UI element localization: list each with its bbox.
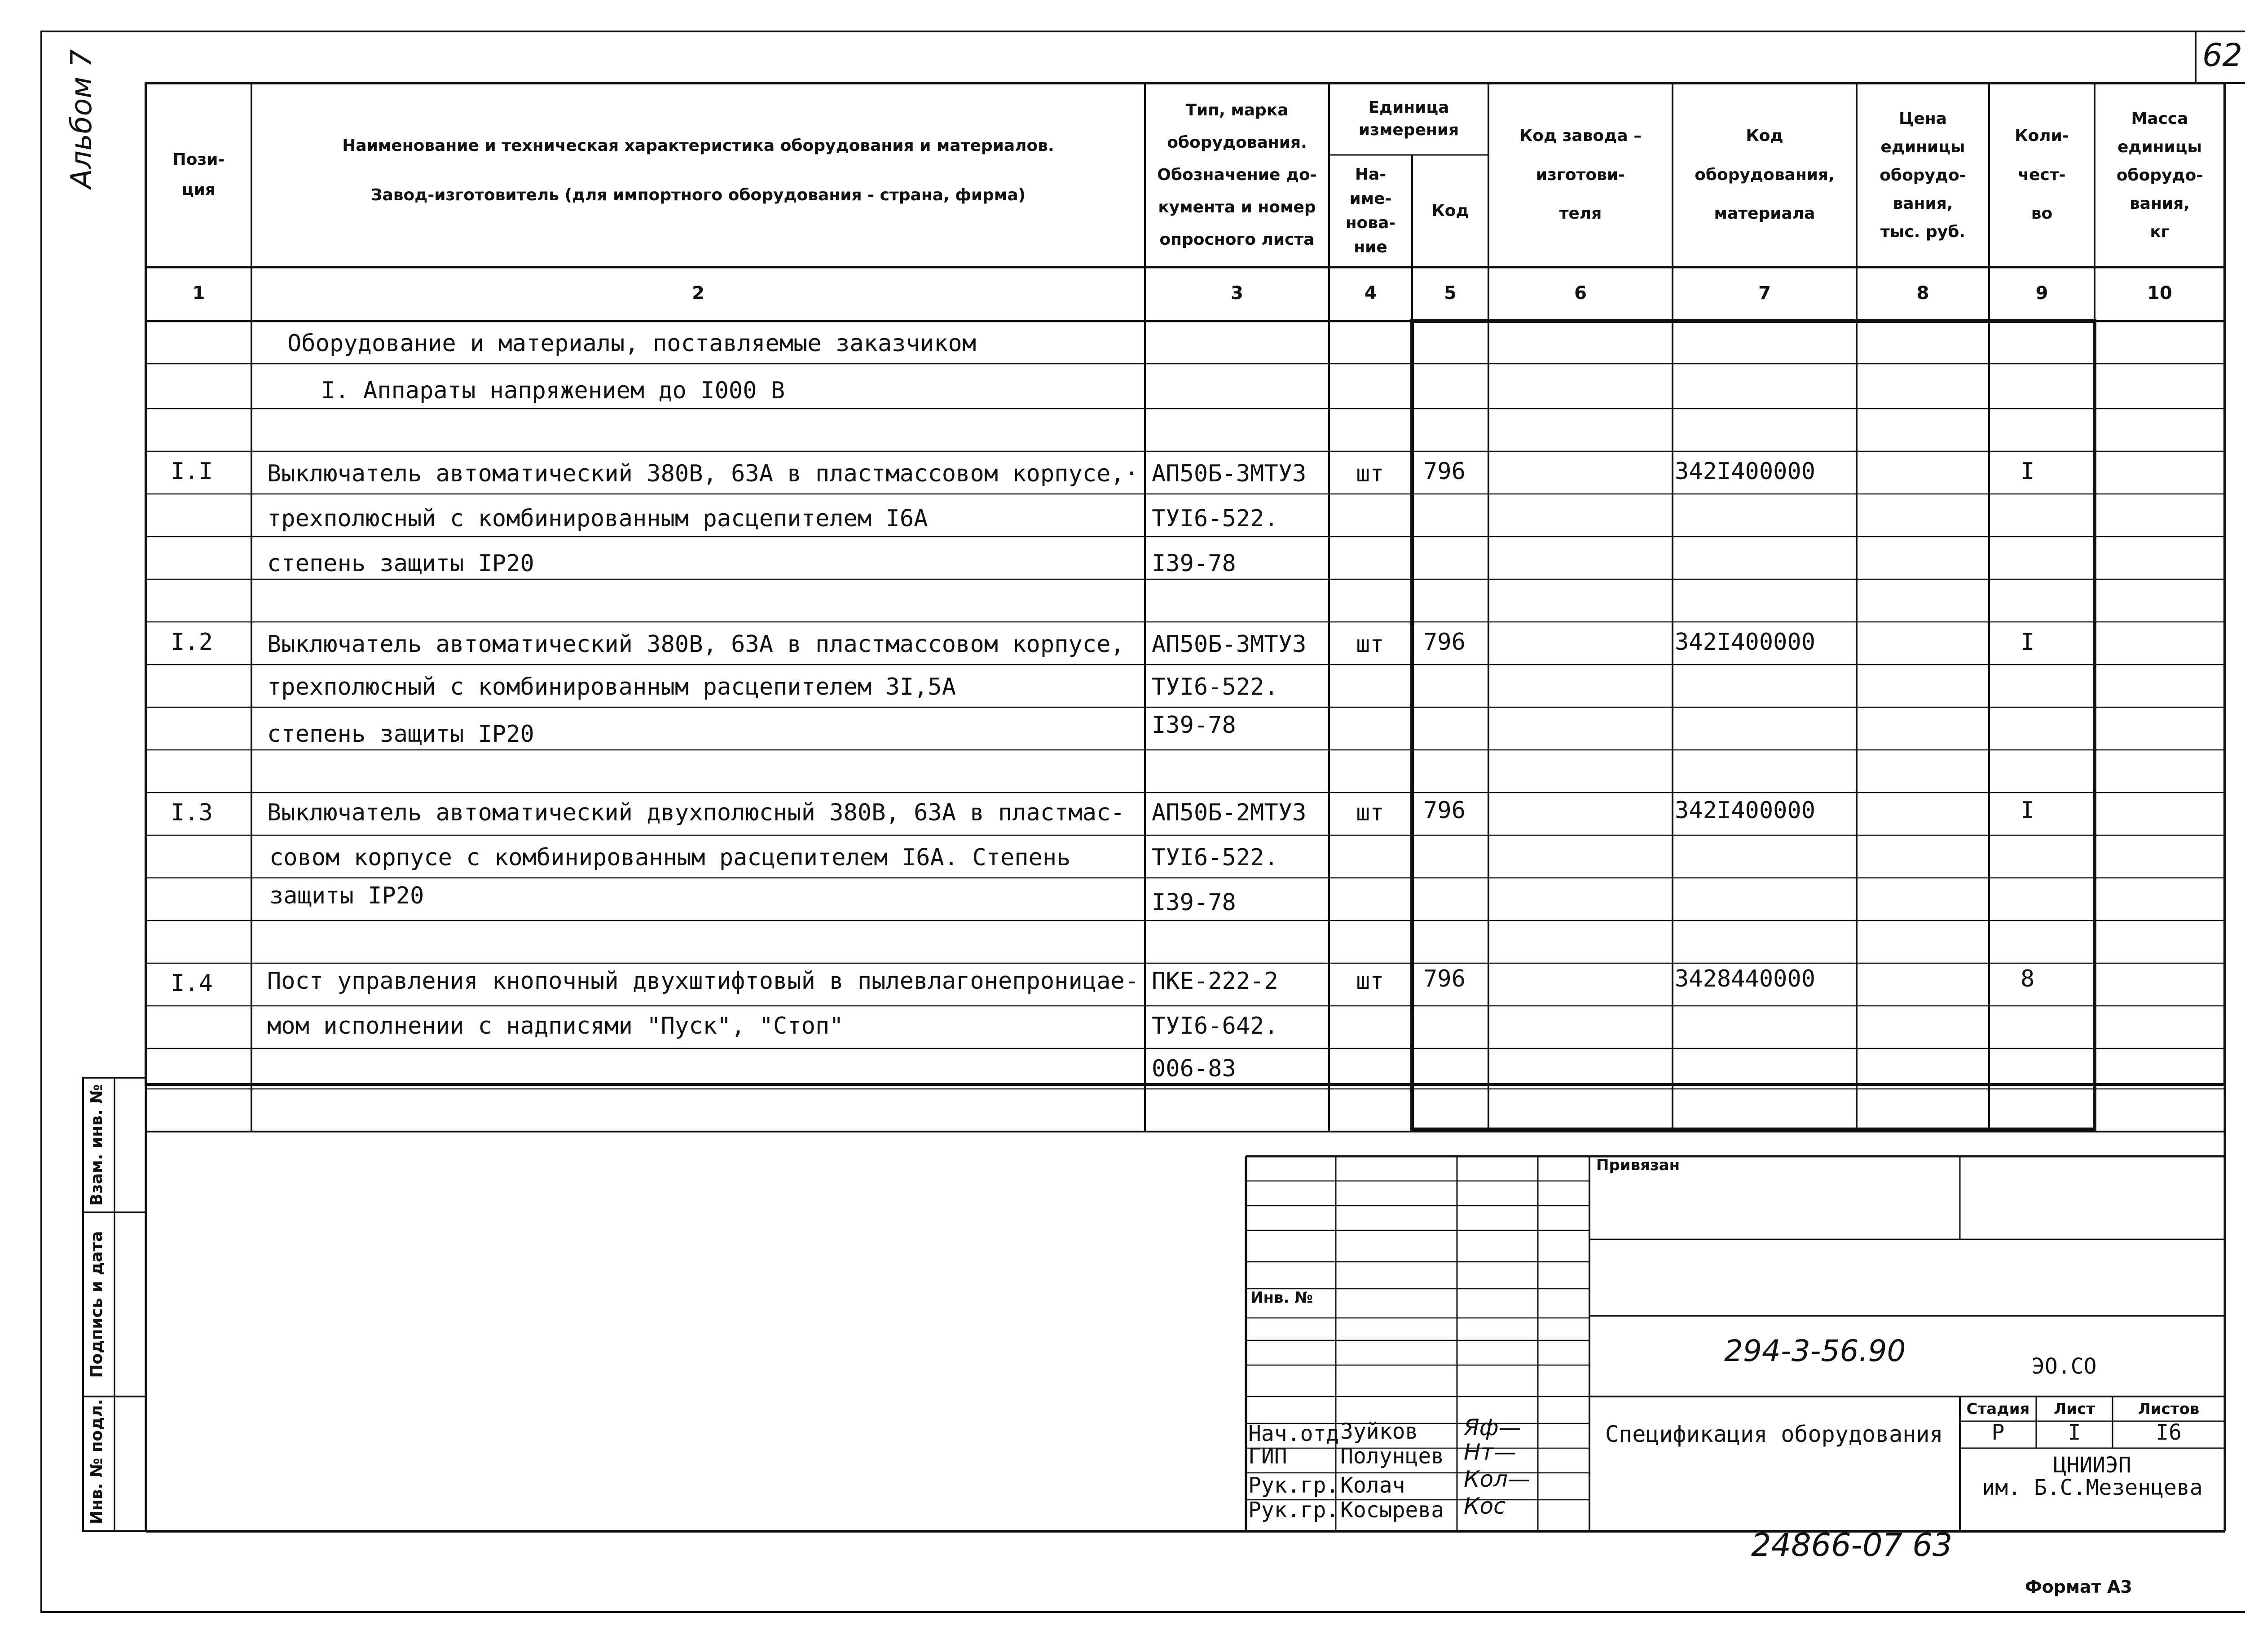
col-number: 5 xyxy=(1444,283,1457,304)
col-number: 4 xyxy=(1364,283,1377,304)
item-description: степень защиты IP20 xyxy=(267,550,534,577)
section-subtitle: I. Аппараты напряжением до I000 В xyxy=(321,377,785,404)
item-unit: шт xyxy=(1356,799,1384,826)
col-number: 7 xyxy=(1758,283,1771,304)
header-position: Пози- ция xyxy=(172,150,225,199)
item-unit: шт xyxy=(1356,460,1384,487)
item-unit-code: 796 xyxy=(1423,965,1466,992)
role-label: Рук.гр. xyxy=(1248,1473,1339,1498)
item-description: трехполюсный с комбинированным расцепителем 3I,5А xyxy=(267,674,956,700)
item-quantity: 8 xyxy=(2020,965,2035,992)
item-equip-code: 342I400000 xyxy=(1675,797,1816,824)
item-type: ТУI6-642. xyxy=(1152,1013,1278,1040)
person-name: Зуйков xyxy=(1340,1419,1418,1444)
item-description: Выключатель автоматический 380В, 63А в пластмассовом корпусе,· xyxy=(267,460,1139,487)
item-description: трехполюсный с комбинированным расцепителем I6А xyxy=(267,505,928,532)
stage-label: Стадия xyxy=(1966,1400,2030,1418)
item-type: АП50Б-2МТУ3 xyxy=(1152,799,1307,826)
item-quantity: I xyxy=(2020,629,2035,656)
organization-line2: им. Б.С.Мезенцева xyxy=(1982,1475,2203,1500)
stage-value: Р xyxy=(1991,1420,2005,1445)
item-unit-code: 796 xyxy=(1423,458,1466,485)
inv-no-label: Инв. № подл. xyxy=(88,1399,106,1524)
item-equip-code: 342I400000 xyxy=(1675,458,1816,485)
organization-line1: ЦНИИЭП xyxy=(2053,1453,2131,1478)
item-quantity: I xyxy=(2020,458,2035,485)
item-description: степень защиты IP20 xyxy=(267,721,534,748)
section-title: Оборудование и материалы, поставляемые заказчиком xyxy=(287,330,977,357)
item-description: защиты IP20 xyxy=(269,882,424,909)
item-description: Выключатель автоматический двухполюсный 380В, 63А в пластмас- xyxy=(267,799,1125,826)
col-number: 2 xyxy=(692,283,704,304)
item-description: совом корпусе с комбинированным расцепителем I6А. Степень xyxy=(269,844,1071,871)
signature: Кол— xyxy=(1464,1466,1531,1492)
document-suffix: ЭО.СО xyxy=(2032,1354,2097,1379)
sign-date-label: Подпись и дата xyxy=(88,1231,106,1378)
role-label: ГИП xyxy=(1248,1444,1287,1469)
item-type: ПКЕ-222-2 xyxy=(1152,968,1278,995)
item-position: I.4 xyxy=(171,970,213,997)
sheets-label: Листов xyxy=(2138,1400,2200,1418)
paper-format: Формат А3 xyxy=(2025,1577,2132,1597)
item-position: I.I xyxy=(171,458,213,485)
item-type: 006-83 xyxy=(1152,1055,1236,1082)
album-label: Альбом 7 xyxy=(65,49,98,189)
item-type: I39-78 xyxy=(1152,712,1236,739)
item-unit-code: 796 xyxy=(1423,629,1466,656)
item-type: АП50Б-3МТУ3 xyxy=(1152,460,1307,487)
col-number: 9 xyxy=(2035,283,2048,304)
item-type: ТУI6-522. xyxy=(1152,505,1278,532)
item-unit: шт xyxy=(1356,968,1384,995)
header-unit-group: Единица измерения xyxy=(1358,98,1459,139)
sheet-label: Лист xyxy=(2054,1400,2095,1418)
col-number: 6 xyxy=(1574,283,1587,304)
signature: Кос xyxy=(1464,1493,1506,1519)
col-number: 10 xyxy=(2147,283,2172,304)
header-unit-code: Код xyxy=(1431,201,1469,220)
sheet-value: I xyxy=(2068,1420,2081,1445)
role-label: Рук.гр. xyxy=(1248,1498,1339,1523)
sheets-value: I6 xyxy=(2156,1420,2182,1445)
item-position: I.2 xyxy=(171,629,213,656)
privyazan-label: Привязан xyxy=(1596,1156,1680,1174)
person-name: Колач xyxy=(1340,1473,1405,1498)
col-number: 1 xyxy=(192,283,205,304)
header-maker-code: Код завода – изготови- теля xyxy=(1519,127,1642,223)
item-equip-code: 342I400000 xyxy=(1675,629,1816,656)
header-unit-name: На- име- нова- ние xyxy=(1345,165,1396,256)
item-unit-code: 796 xyxy=(1423,797,1466,824)
person-name: Полунцев xyxy=(1340,1444,1444,1469)
archive-number: 24866-07 63 xyxy=(1751,1527,1953,1564)
header-mass: Масса единицы оборудо- вания, кг xyxy=(2116,109,2203,241)
inv-number-label: Инв. № xyxy=(1250,1289,1313,1307)
header-price: Цена единицы оборудо- вания, тыс. руб. xyxy=(1880,109,1966,241)
document-title: Спецификация оборудования xyxy=(1605,1421,1943,1447)
item-type: I39-78 xyxy=(1152,889,1236,916)
item-position: I.3 xyxy=(171,799,213,826)
item-type: ТУI6-522. xyxy=(1152,674,1278,700)
item-description: Пост управления кнопочный двухштифтовый в пылевлагонепроницае- xyxy=(267,968,1139,995)
item-type: I39-78 xyxy=(1152,550,1236,577)
col-number: 3 xyxy=(1231,283,1243,304)
header-type: Тип, марка оборудования. Обозначение до- кумента и номер опросного листа xyxy=(1157,101,1317,249)
item-unit: шт xyxy=(1356,631,1384,658)
item-description: мом исполнении с надписями "Пуск", "Стоп" xyxy=(267,1013,844,1040)
signature: Нт— xyxy=(1464,1439,1516,1465)
header-name-line1: Наименование и техническая характеристика оборудования и материалов. xyxy=(342,136,1054,155)
header-name-line2: Завод-изготовитель (для импортного оборудования - страна, фирма) xyxy=(370,185,1026,204)
vzam-label: Взам. инв. № xyxy=(88,1084,106,1206)
col-number: 8 xyxy=(1916,283,1929,304)
item-description: Выключатель автоматический 380В, 63А в пластмассовом корпусе, xyxy=(267,631,1125,658)
page-number: 62 xyxy=(2202,37,2243,74)
item-quantity: I xyxy=(2020,797,2035,824)
item-equip-code: 3428440000 xyxy=(1675,965,1816,992)
header-equip-code: Код оборудования, материала xyxy=(1695,127,1835,223)
item-type: АП50Б-3МТУ3 xyxy=(1152,631,1307,658)
document-code: 294-3-56.90 xyxy=(1724,1334,1906,1368)
role-label: Нач.отд xyxy=(1248,1421,1339,1446)
signature: Яф— xyxy=(1464,1414,1521,1441)
item-type: ТУI6-522. xyxy=(1152,844,1278,871)
person-name: Косырева xyxy=(1340,1498,1444,1523)
header-quantity: Коли- чест- во xyxy=(2015,127,2069,223)
